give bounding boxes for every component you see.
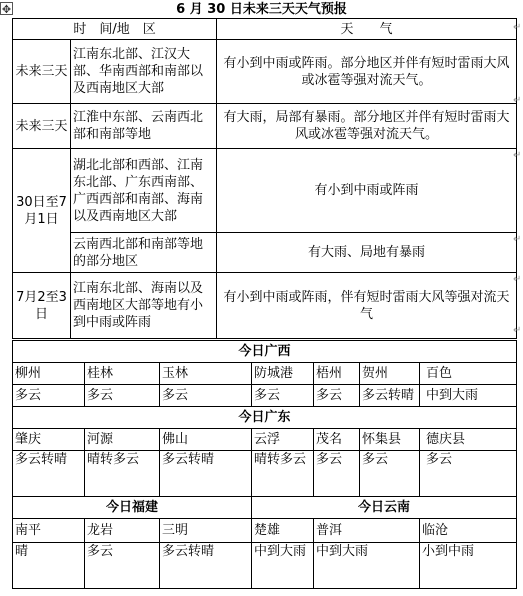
row-area: 江淮中东部、云南西北部和南部等地 — [71, 104, 217, 149]
city-cell: 三明 — [160, 519, 252, 543]
city-cell: 防城港 — [252, 363, 314, 385]
city-cell: 怀集县 — [360, 429, 420, 451]
weather-cell: 多云 — [160, 385, 252, 407]
table-move-handle-icon[interactable]: ✥ — [1, 3, 12, 16]
row-end-mark-icon: ↵ — [513, 22, 522, 33]
row-time: 7月2至3日 — [13, 273, 71, 339]
weather-cell: 多云转晴 — [13, 451, 85, 497]
city-cell: 柳州 — [13, 363, 85, 385]
city-cell: 德庆县 — [420, 429, 517, 451]
table-row — [13, 385, 517, 407]
table-row — [13, 149, 517, 233]
city-cell: 肇庆 — [13, 429, 85, 451]
weather-cell: 晴转多云 — [85, 451, 160, 497]
table-row — [13, 543, 517, 589]
city-cell: 百色 — [420, 363, 517, 385]
row-end-mark-icon: ↵ — [513, 274, 522, 285]
section-title-fujian: 今日福建 — [13, 497, 252, 519]
weather-cell: 中到大雨 — [252, 543, 314, 589]
table-row — [13, 407, 517, 429]
table-row — [13, 40, 517, 104]
row-weather: 有小到中雨或阵雨。部分地区并伴有短时雷雨大风或冰雹等强对流天气。 — [217, 40, 517, 104]
weather-cell: 晴转多云 — [252, 451, 314, 497]
weather-cell: 多云 — [314, 451, 360, 497]
row-area: 云南西北部和南部等地的部分地区 — [71, 233, 217, 273]
city-cell: 河源 — [85, 429, 160, 451]
page-title: 6 月 30 日未来三天天气预报 — [176, 2, 347, 17]
table-row — [13, 429, 517, 451]
row-weather: 有大雨，局部有暴雨。部分地区并伴有短时雷雨大风或冰雹等强对流天气。 — [217, 104, 517, 149]
city-cell: 临沧 — [420, 519, 517, 543]
table-row — [13, 519, 517, 543]
weather-cell: 多云 — [314, 385, 360, 407]
city-cell: 玉林 — [160, 363, 252, 385]
weather-cell: 多云 — [252, 385, 314, 407]
section-title-guangxi: 今日广西 — [13, 341, 517, 363]
weather-cell: 小到中雨 — [420, 543, 517, 589]
table-row — [13, 363, 517, 385]
weather-cell: 晴 — [13, 543, 85, 589]
section-title-guangdong: 今日广东 — [13, 407, 517, 429]
table-row — [13, 273, 517, 339]
weather-cell: 多云转晴 — [160, 451, 252, 497]
row-area: 湖北北部和西部、江南东北部、广东西南部、广西西部和南部、海南以及西南地区大部 — [71, 149, 217, 233]
weather-cell: 多云转晴 — [360, 385, 420, 407]
row-area: 江南东北部、江汉大部、华南西部和南部以及西南地区大部 — [71, 40, 217, 104]
city-cell: 普洱 — [314, 519, 420, 543]
row-weather: 有大雨、局地有暴雨 — [217, 233, 517, 273]
table-row — [13, 497, 517, 519]
weather-cell: 多云 — [360, 451, 420, 497]
row-time: 30日至7月1日 — [13, 149, 71, 273]
weather-cell: 多云 — [85, 385, 160, 407]
city-cell: 龙岩 — [85, 519, 160, 543]
header-area: 时 间/地 区 — [13, 19, 217, 40]
table-row — [13, 104, 517, 149]
row-area: 江南东北部、海南以及西南地区大部等地有小到中雨或阵雨 — [71, 273, 217, 339]
row-end-mark-icon: ↵ — [513, 95, 522, 106]
row-weather: 有小到中雨或阵雨 — [217, 149, 517, 233]
row-weather: 有小到中雨或阵雨，伴有短时雷雨大风等强对流天气 — [217, 273, 517, 339]
row-end-mark-icon: ↵ — [513, 325, 522, 336]
city-cell: 梧州 — [314, 363, 360, 385]
weather-cell: 多云转晴 — [160, 543, 252, 589]
city-cell: 贺州 — [360, 363, 420, 385]
weather-cell: 多云 — [13, 385, 85, 407]
table-row — [13, 233, 517, 273]
weather-cell: 中到大雨 — [420, 385, 517, 407]
section-title-yunnan: 今日云南 — [252, 497, 517, 519]
city-cell: 楚雄 — [252, 519, 314, 543]
city-cell: 桂林 — [85, 363, 160, 385]
table-row — [13, 451, 517, 497]
city-cell: 南平 — [13, 519, 85, 543]
weather-cell: 中到大雨 — [314, 543, 420, 589]
weather-cell: 多云 — [85, 543, 160, 589]
header-weather: 天 气 — [217, 19, 517, 40]
city-cell: 佛山 — [160, 429, 252, 451]
row-end-mark-icon: ↵ — [513, 234, 522, 245]
row-time: 未来三天 — [13, 104, 71, 149]
city-weather-table — [12, 340, 517, 589]
row-time: 未来三天 — [13, 40, 71, 104]
weather-cell: 多云 — [420, 451, 517, 497]
row-end-mark-icon: ↵ — [513, 150, 522, 161]
table-row — [13, 19, 517, 40]
city-cell: 云浮 — [252, 429, 314, 451]
table-row — [13, 341, 517, 363]
city-cell: 茂名 — [314, 429, 360, 451]
forecast-table — [12, 18, 517, 339]
